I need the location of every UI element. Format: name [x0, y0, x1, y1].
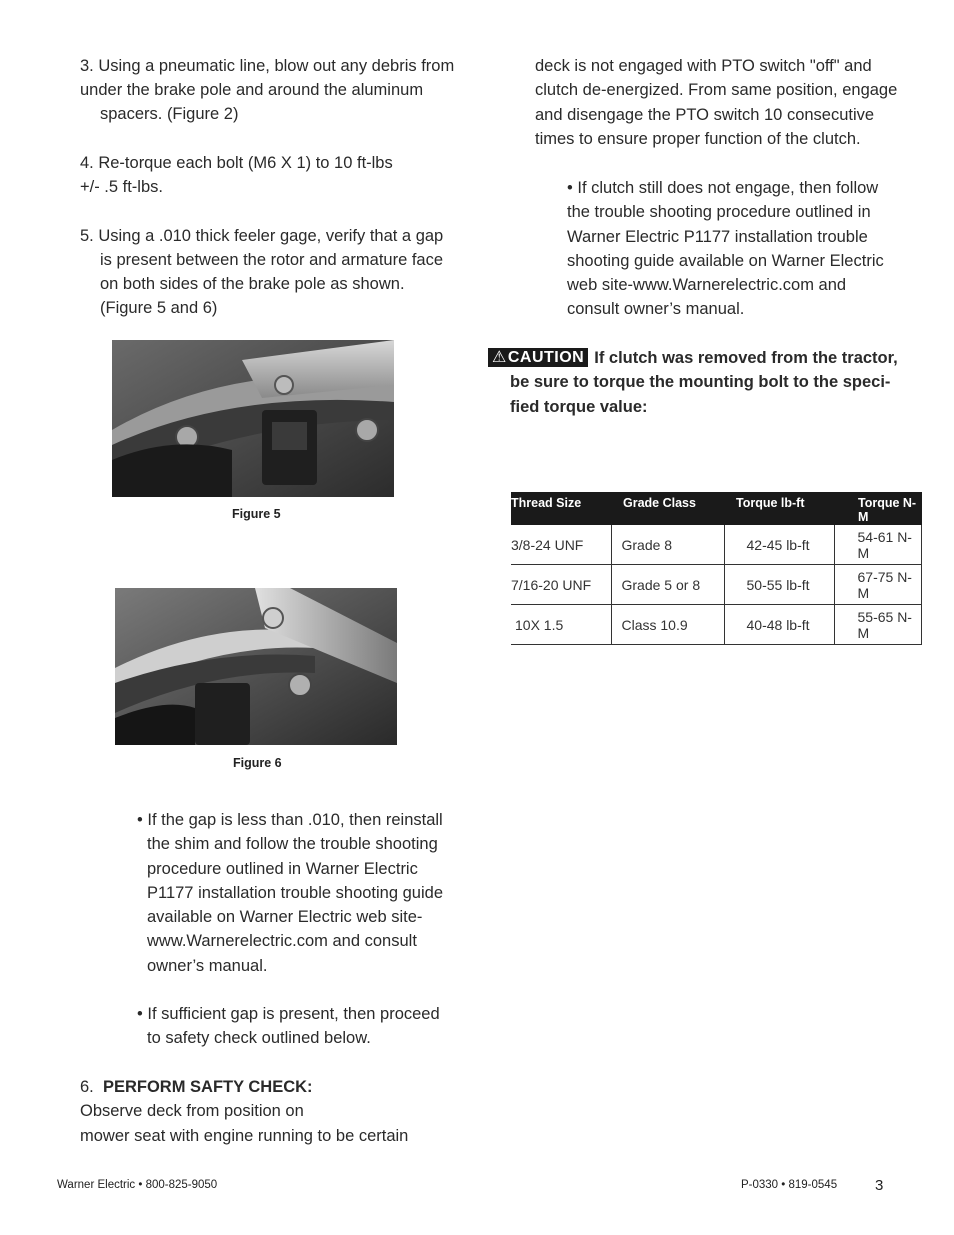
feeler-gage-brake-image [112, 340, 394, 497]
cell-grade-class: Grade 8 [611, 525, 724, 565]
caution-line3: fied torque value: [510, 397, 648, 416]
table-row [511, 525, 922, 565]
step6-continuation [535, 54, 897, 151]
cell-torque-nm: 54-61 N-M [834, 525, 922, 565]
header-torque-lbft: Torque lb-ft [724, 492, 834, 525]
header-torque-nm: Torque N-M [834, 492, 922, 525]
bullet-gap-less-line: • If the gap is less than .010, then reinstall [137, 811, 443, 829]
bullet-clutch-line: Warner Electric P1177 installation trouble [567, 227, 868, 246]
feeler-gage-armature-image [115, 588, 397, 745]
step5-line1: 5. Using a .010 thick feeler gage, verify that a gap [80, 227, 444, 245]
step5-line2: is present between the rotor and armature face [100, 251, 444, 269]
step3-line3: spacers. (Figure 2) [100, 105, 239, 123]
step5-line4: (Figure 5 and 6) [100, 299, 218, 317]
bullet-clutch-not-engage [567, 176, 884, 322]
torque-table-header [511, 492, 922, 525]
step6-heading: PERFORM SAFTY CHECK: [102, 1078, 313, 1096]
bullet-clutch-line: shooting guide available on Warner Electric [567, 251, 884, 270]
bullet-gap-less-line: available on Warner Electric web site- [147, 908, 423, 927]
header-grade-class: Grade Class [611, 492, 724, 525]
warning-triangle-icon: ⚠ [492, 349, 507, 366]
continuation-line: times to ensure proper function of the clutch. [535, 129, 861, 148]
caution-line2: be sure to torque the mounting bolt to the speci- [510, 373, 891, 392]
footer-company: Warner Electric • 800-825-9050 [57, 1179, 218, 1191]
figure5-photo [112, 340, 394, 497]
bullet-clutch-line: the trouble shooting procedure outlined in [567, 203, 871, 222]
cell-torque-lbft: 50-55 lb-ft [724, 565, 834, 605]
step6-line2: mower seat with engine running to be certain [80, 1127, 409, 1145]
bullet-gap-less-line: the shim and follow the trouble shooting [147, 835, 438, 854]
bullet-gap-sufficient-line: • If sufficient gap is present, then proceed [137, 1005, 440, 1023]
bullet-gap-less-line: P1177 installation trouble shooting guide [147, 883, 443, 902]
continuation-line: deck is not engaged with PTO switch "off" and [535, 57, 872, 75]
bullet-gap-sufficient [137, 1002, 440, 1051]
caution-label: CAUTION [507, 349, 585, 366]
bullet-gap-less-line: owner’s manual. [147, 956, 268, 975]
bullet-gap-less-line: procedure outlined in Warner Electric [147, 859, 418, 878]
caution-badge [488, 348, 588, 367]
header-thread-size: Thread Size [511, 492, 611, 525]
footer-doc-number: P-0330 • 819-0545 [741, 1179, 838, 1191]
caution-line1: If clutch was removed from the tractor, [594, 349, 898, 367]
cell-thread-size: 10X 1.5 [511, 605, 611, 645]
figure6-caption: Figure 6 [233, 756, 282, 770]
cell-torque-nm: 67-75 N-M [834, 565, 922, 605]
cell-grade-class: Class 10.9 [611, 605, 724, 645]
cell-grade-class: Grade 5 or 8 [611, 565, 724, 605]
caution-block [488, 346, 928, 419]
figure5-caption: Figure 5 [232, 507, 281, 521]
torque-table [511, 492, 922, 645]
step4-line1: 4. Re-torque each bolt (M6 X 1) to 10 ft-lbs [80, 154, 393, 172]
table-row [511, 565, 922, 605]
bullet-gap-less-line: www.Warnerelectric.com and consult [147, 932, 417, 951]
step3-line1: 3. Using a pneumatic line, blow out any debris from [80, 57, 455, 75]
continuation-line: and disengage the PTO switch 10 consecutive [535, 105, 875, 124]
continuation-line: clutch de-energized. From same position, engage [535, 81, 898, 100]
cell-torque-lbft: 40-48 lb-ft [724, 605, 834, 645]
step6-number: 6. [80, 1078, 94, 1096]
bullet-clutch-line: consult owner’s manual. [567, 300, 745, 319]
step3-line2: under the brake pole and around the aluminum [80, 81, 424, 99]
step4-line2: +/- .5 ft-lbs. [80, 178, 163, 196]
cell-torque-nm: 55-65 N-M [834, 605, 922, 645]
cell-thread-size: 3/8-24 UNF [511, 525, 611, 565]
bullet-clutch-line: • If clutch still does not engage, then follow [567, 179, 879, 197]
step6-line1: Observe deck from position on [80, 1102, 304, 1120]
step5-line3: on both sides of the brake pole as shown. [100, 275, 405, 293]
figure6-photo [115, 588, 397, 745]
page-number: 3 [875, 1177, 884, 1194]
caution-line1-row [488, 346, 928, 370]
cell-torque-lbft: 42-45 lb-ft [724, 525, 834, 565]
bullet-gap-less [137, 808, 443, 978]
cell-thread-size: 7/16-20 UNF [511, 565, 611, 605]
table-row [511, 605, 922, 645]
bullet-gap-sufficient-line: to safety check outlined below. [147, 1029, 371, 1048]
step6-heading-line [80, 1075, 313, 1099]
bullet-clutch-line: web site-www.Warnerelectric.com and [567, 276, 847, 295]
